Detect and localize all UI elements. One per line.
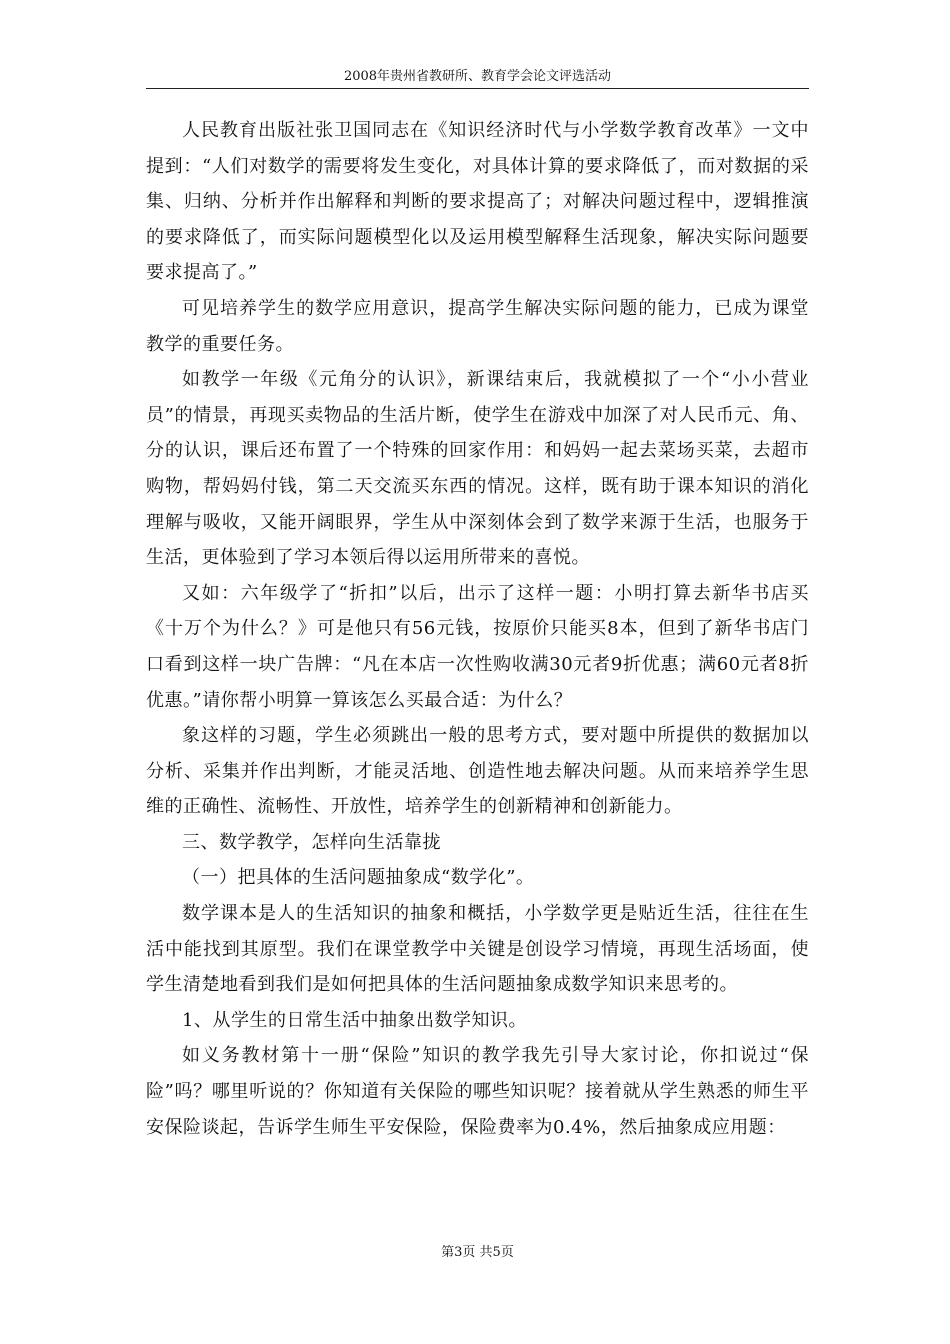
paragraph: 如教学一年级《元角分的认识》，新课结束后，我就模拟了一个“小小营业员”的情景，再现买卖物品的生活片断，使学生在游戏中加深了对人民币元、角、分的认识，课后还布置了一个特殊的回家作用：和妈妈一起去菜场买菜，去超市购物，帮妈妈付钱，第二天交流买东西的情况。这样，既有助于课本知识的消化理解与吸收，又能开阔眼界，学生从中深刻体会到了数学来源于生活，也服务于生活，更体验到了学习本领后得以运用所带来的喜悦。 — [146, 369, 809, 569]
section-heading: 三、数学教学，怎样向生活靠拢 — [182, 831, 441, 853]
paragraph: 可见培养学生的数学应用意识，提高学生解决实际问题的能力，已成为课堂教学的重要任务。 — [146, 297, 809, 355]
paragraph: 又如：六年级学了“折扣”以后，出示了这样一题：小明打算去新华书店买《十万个为什么？》可是他只有56元钱，按原价只能买8本，但到了新华书店门口看到这样一块广告牌：“凡在本店一次性购收满30元者9折优惠；满60元者8折优惠。”请你帮小明算一算该怎么买最合适：为什么？ — [146, 582, 809, 711]
subsection-heading: （一）把具体的生活问题抽象成“数学化”。 — [182, 867, 535, 889]
paragraph: 人民教育出版社张卫国同志在《知识经济时代与小学数学教育改革》一文中提到：“人们对数学的需要将发生变化，对具体计算的要求降低了，而对数据的采集、归纳、分析并作出解释和判断的要求提高了；对解决问题过程中，逻辑推演的要求降低了，而实际问题模型化以及运用模型解释生活现象，解决实际问题要要求提高了。” — [146, 120, 809, 284]
paragraph: 数学课本是人的生活知识的抽象和概括，小学数学更是贴近生活，往往在生活中能找到其原型。我们在课堂教学中关键是创设学习情境，再现生活场面，使学生清楚地看到我们是如何把具体的生活问题抽象成数学知识来思考的。 — [146, 903, 809, 996]
paragraph: 象这样的习题，学生必须跳出一般的思考方式，要对题中所提供的数据加以分析、采集并作出判断，才能灵活地、创造性地去解决问题。从而来培养学生思维的正确性、流畅性、开放性，培养学生的创新精神和创新能力。 — [146, 725, 809, 818]
header-divider — [146, 88, 809, 89]
page-footer: 第3页 共5页 — [441, 1245, 514, 1260]
document-body — [146, 113, 809, 1145]
list-heading: 1、从学生的日常生活中抽象出数学知识。 — [182, 1009, 527, 1031]
page-header: 2008年贵州省教研所、教育学会论文评选活动 — [343, 69, 612, 84]
paragraph: 如义务教材第十一册“保险”知识的教学我先引导大家讨论，你扣说过“保险”吗？哪里听说的？你知道有关保险的哪些知识呢？接着就从学生熟悉的师生平安保险谈起，告诉学生师生平安保险，保险费率为0.4%，然后抽象成应用题： — [146, 1045, 809, 1138]
